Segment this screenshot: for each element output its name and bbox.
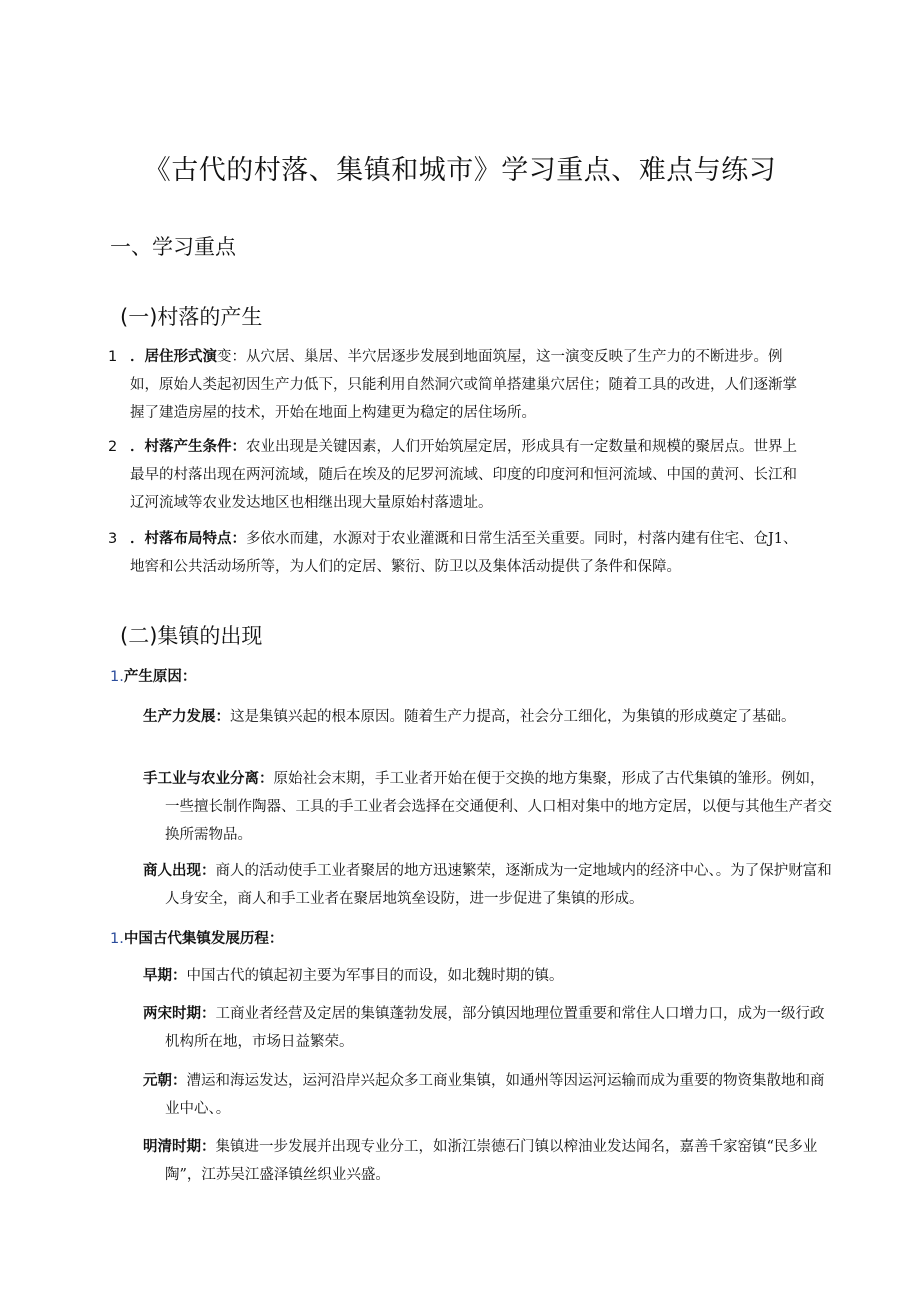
list-item: [108, 343, 808, 427]
entry-label: 商人出现：: [143, 862, 216, 879]
entry-text: 这是集镇兴起的根本原因。随着生产力提高，社会分工细化，为集镇的形成奠定了基础。: [230, 709, 796, 725]
entry-text: 中国古代的镇起初主要为军事目的而设，如北魏时期的镇。: [186, 968, 564, 984]
subsection-heading-villages: (一)村落的产生: [120, 305, 263, 329]
entry-text: 商人的活动使手工业者聚居的地方迅速繁荣，逐渐成为一定地域内的经济中心、。为了保护财富和人身安全，商人和手工业者在聚居地筑垒设防，进一步促进了集镇的形成。: [165, 863, 832, 907]
page-title: 《古代的村落、集镇和城市》学习重点、难点与练习: [143, 155, 777, 186]
item-text: 农业出现是关键因素，人们开始筑屋定居，形成具有一定数量和规模的聚居点。世界上最早的村落出现在两河流域，随后在埃及的尼罗河流域、印度的印度河和恒河流域、中国的黄河、长江和辽河流域等农业发达地区也相继出现大量原始村落遗址。: [130, 439, 797, 511]
item-number: 2: [108, 439, 118, 455]
group-heading: [110, 925, 283, 953]
entry-label: 生产力发展：: [143, 708, 230, 725]
section-heading-key-points: 一、学习重点: [110, 235, 236, 259]
item-label: ．居住形式演: [130, 348, 217, 365]
item-number: 1: [108, 349, 118, 365]
group-label: 产生原因：: [123, 668, 197, 685]
item-text: 多依水而建，水源对于农业灌溉和日常生活至关重要。同时，村落内建有住宅、仓J1、地窖和公共活动场所等，为人们的定居、繁衍、防卫以及集体活动提供了条件和保障。: [130, 531, 798, 575]
entry-label: 两宋时期：: [143, 1005, 216, 1022]
subsection-heading-market-towns: (二)集镇的出现: [120, 624, 263, 648]
group-label: 中国古代集镇发展历程：: [123, 930, 284, 947]
item-number: 3: [108, 531, 118, 547]
item-label: ．村落产生条件：: [130, 438, 246, 455]
entry-label: 明清时期：: [143, 1138, 216, 1155]
entry-text: 集镇进一步发展并出现专业分工，如浙江崇德石门镇以榨油业发达闻名，嘉善千家窑镇“民多业陶”，江苏吴江盛泽镇丝织业兴盛。: [165, 1139, 818, 1183]
item-text: 变：从穴居、巢居、半穴居逐步发展到地面筑屋，这一演变反映了生产力的不断进步。例如，原始人类起初因生产力低下，只能利用自然洞穴或简单搭建巢穴居住；随着工具的改进，人们逐渐掌握了建造房屋的技术，开始在地面上构建更为稳定的居住场所。: [130, 349, 797, 421]
group-heading: [110, 663, 196, 691]
entry-text: 漕运和海运发达，运河沿岸兴起众多工商业集镇，如通州等因运河运输而成为重要的物资集散地和商业中心、。: [165, 1073, 825, 1117]
entry: [143, 857, 833, 913]
entry-label: 早期：: [143, 967, 187, 984]
entry: [143, 962, 833, 990]
entry: [143, 1000, 833, 1056]
list-item: [108, 525, 808, 581]
entry: [143, 703, 833, 731]
entry: [143, 765, 833, 849]
entry: [143, 1067, 833, 1123]
entry-label: 手工业与农业分离：: [143, 770, 274, 787]
entry: [143, 1133, 833, 1189]
group-number: 1.: [110, 931, 124, 947]
entry-text: 原始社会末期，手工业者开始在便于交换的地方集聚，形成了古代集镇的雏形。例如，一些擅长制作陶器、工具的手工业者会选择在交通便利、人口相对集中的地方定居，以便与其他生产者交换所需物品。: [165, 771, 832, 843]
item-label: ．村落布局特点：: [130, 530, 246, 547]
entry-text: 工商业者经营及定居的集镇蓬勃发展，部分镇因地理位置重要和常住人口增力口，成为一级行政机构所在地，市场日益繁荣。: [165, 1006, 825, 1050]
entry-label: 元朝：: [143, 1072, 187, 1089]
list-item: [108, 433, 808, 517]
group-number: 1.: [110, 669, 124, 685]
